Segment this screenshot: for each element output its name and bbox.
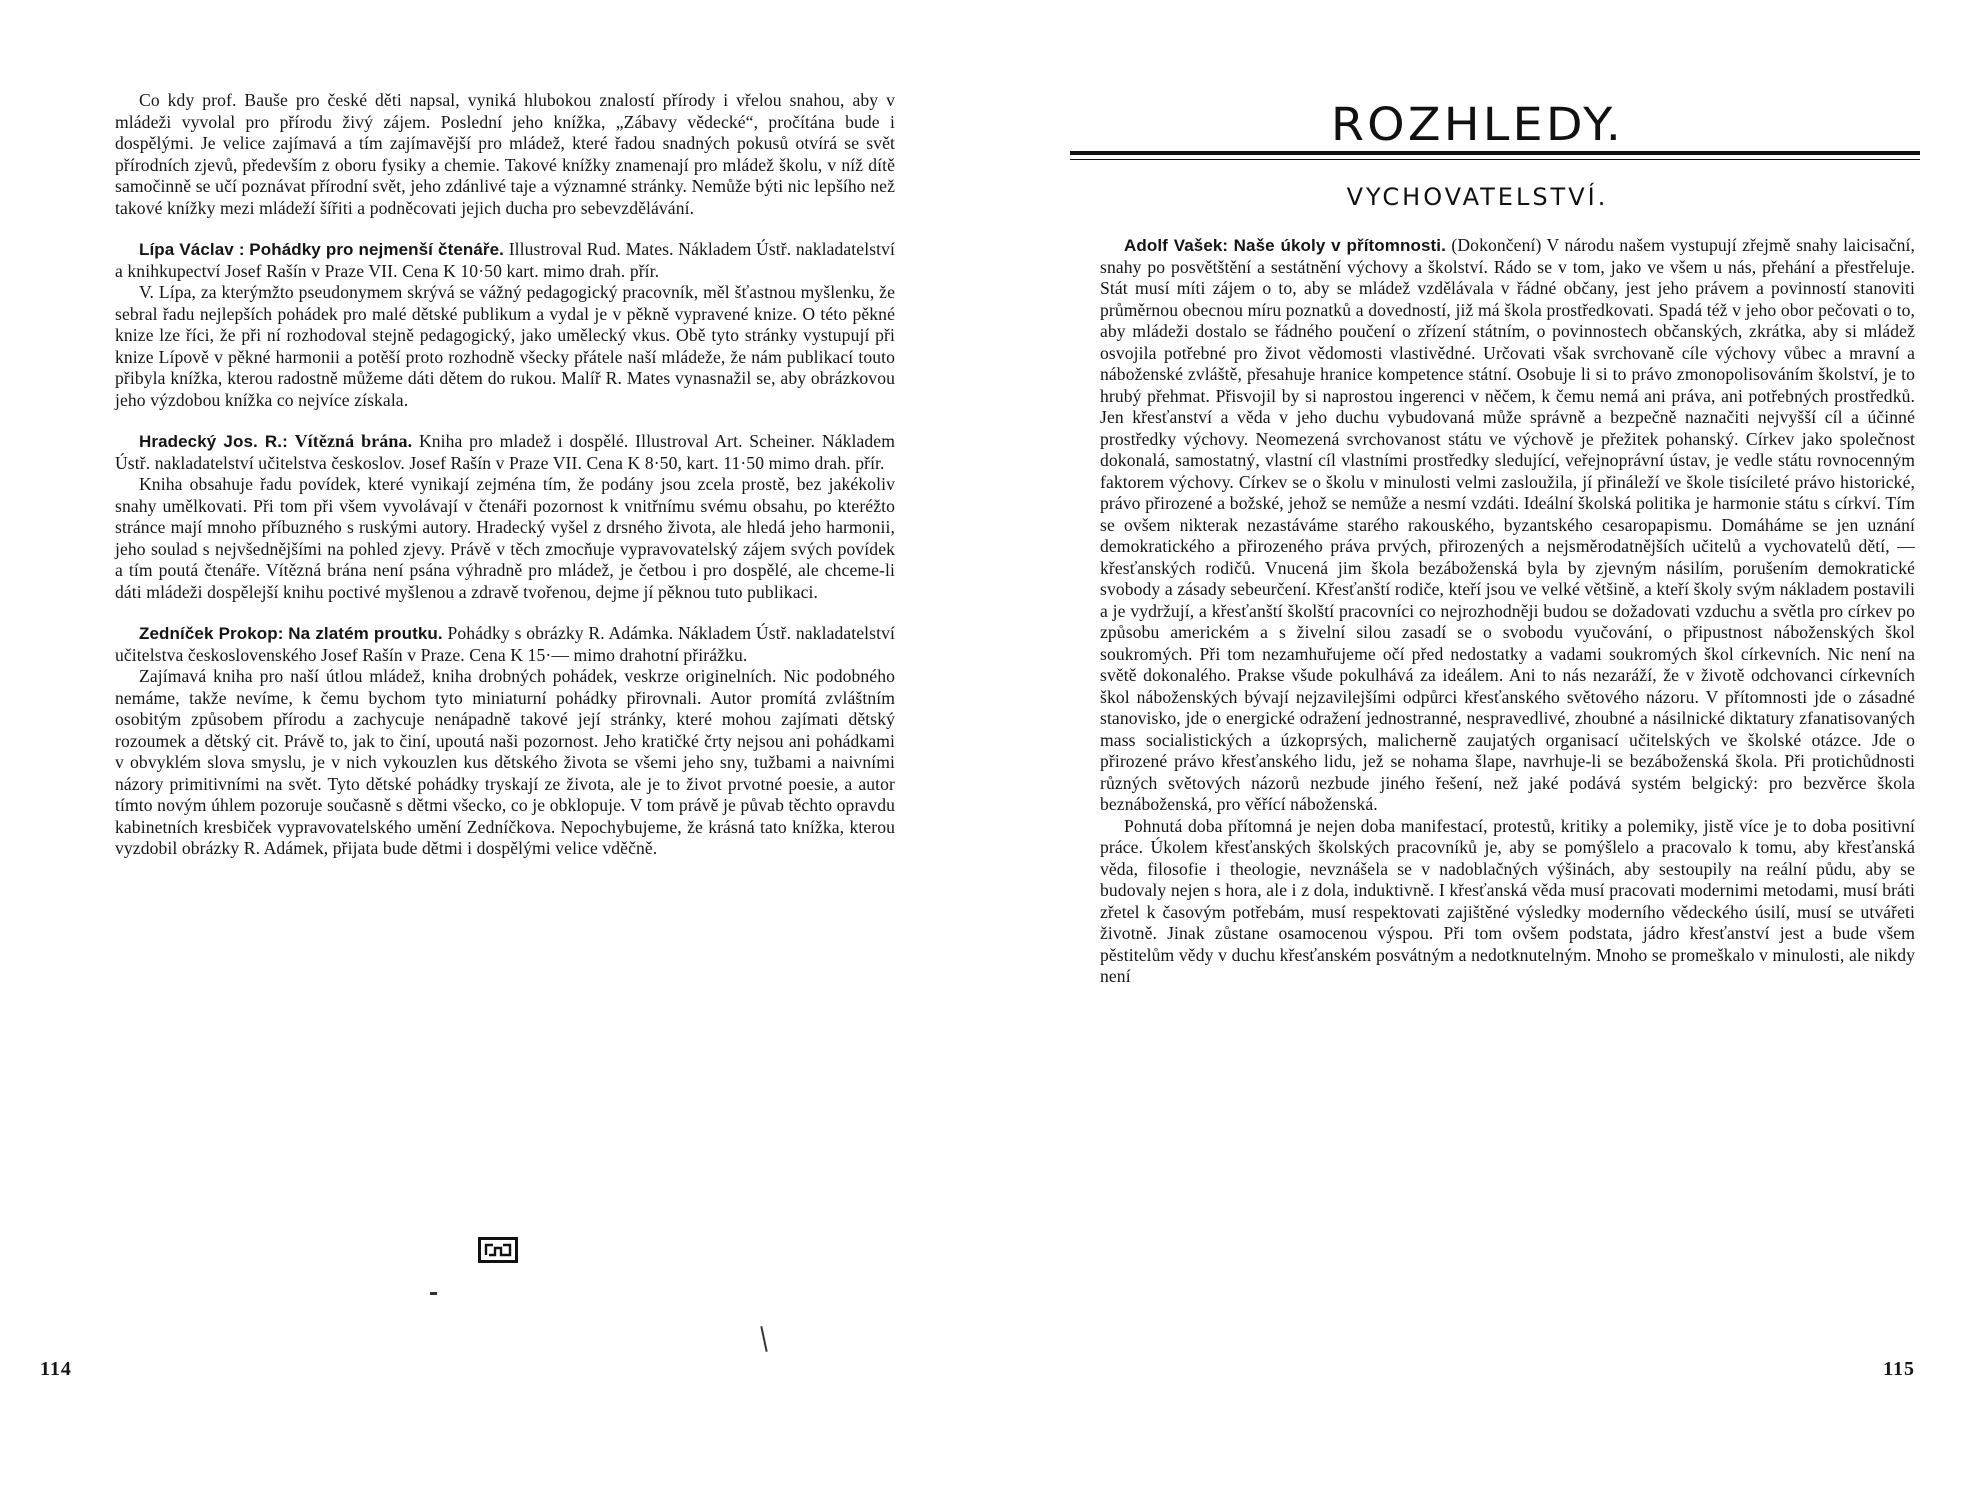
entry-details: Illustroval Rud. Mates. Nákladem Ústř. nakladatelství a knihkupectví Josef Rašín v Praze VII. Cena K 10·50 kart. mimo drah. přír.: [115, 239, 896, 281]
ink-speck: [760, 1326, 767, 1352]
entry-author: Zedníček Prokop:: [139, 624, 284, 643]
right-text-column: [1100, 235, 1915, 988]
review-text: V. Lípa, za kterýmžto pseudonymem skrývá se vážný pedagogický pracovník, měl šťastnou myšlenku, že sebral řadu nejlepších pohádek pro malé dětské publikum a vydal je v pěkně vypravené knize. O této pěkné knize lze říci, že při ní rozhodoval stejně pedagogický, jako umělecký vkus. Obě tyto stránky vystupují při knize Lípově v pěkné harmonii a potěší proto rozhodně všecky přátele naší mládeže, že nám publikací touto přibyla knížka, kterou radostně můžeme dáti dětem do rukou. Malíř R. Mates vynasnažil se, aby obrázkovou jeho výzdobou knížka co nejvíce získala.: [115, 282, 895, 410]
review-entry-header: [115, 431, 895, 474]
article-paragraph: [1100, 235, 1915, 816]
review-text: Zajímavá kniha pro naší útlou mládež, kniha drobných pohádek, veskrze originelních. Nic podobného nemáme, takže nevíme, k čemu bychom tyto miniaturní pohádky přirovnali. Autor promítá zvláštním osobitým způsobem přírodu a zachycuje nenápadně takové její stránky, které mohou zajímati dětský rozoumek a dětský cit. Právě to, jak to činí, upoutá naši pozornost. Jeho kratičké črty nejsou ani pohádkami v obvyklém slova smyslu, je v nich vykouzlen kus dětského života se všemi jeho sny, tužbami a naivními názory primitivními na svět. Tyto dětské pohádky tryskají ze života, ale je to život prvotné poesie, a autor tímto novým úhlem pozoruje současně s dětmi všecko, co je obklopuje. V tom právě je půvab těchto opravdu kabinetních kresbiček vypravovatelského umění Zedníčkova. Nepochybujeme, že krásná tato knížka, kterou vyzdobil obrázky R. Adámek, přijata bude dětmi i dospělými velice vděčně.: [115, 666, 895, 858]
intro-paragraph: Co kdy prof. Bauše pro české děti napsal, vyniká hlubokou znalostí přírody i vřelou snahou, aby v mládeži vyvolal pro přírodu živý zájem. Poslední jeho knížka, „Zábavy vědecké“, pročítána bude i dospělými. Je velice zajímavá a tím zajímavější pro mládež, které řadou snadných pokusů otvírá se svět přírodních zjevů, především z oboru fysiky a chemie. Takové knížky znamenají pro mládež školu, v níž dítě samočinně se učí poznávat přírodní svět, jeho zdánlivé taje a významné stránky. Nemůže býti nic lepšího než takové knížky mezi mládeží šířiti a podněcovati jejich ducha pro sebevzdělávání.: [115, 90, 895, 218]
entry-title: Vítězná brána.: [294, 431, 413, 451]
title-rule: [1070, 159, 1920, 160]
page-number: 115: [1883, 1358, 1915, 1380]
review-text: Kniha obsahuje řadu povídek, které vynikají zejména tím, že podány jsou zcela prostě, bez jakékoliv snahy umělkovati. Při tom při všem vyvolávají v čtenáři pozornost k vnitřnímu svému obsahu, po kteréžto stránce mají mnoho příbuzného s ruskými autory. Hradecký vyšel z drsného života, ale hledá jeho harmonii, jeho soulad s nejvšednějšími na pohled zjevy. Právě v těch zmocňuje vypravovatelský zájem svých povídek a tím poutá čtenáře. Vítězná brána není psána výhradně pro mládež, je četbou i pro dospělé, ale chceme-li dáti mládeži dospělejší knihu poctivé myšlenou a zdravě tvořenou, dejme jí pěknou tuto publikaci.: [115, 474, 895, 602]
article-title: Naše úkoly v přítomnosti.: [1233, 236, 1446, 255]
review-entry-header: [115, 239, 895, 282]
review-entry-header: [115, 623, 895, 666]
title-rule: [1070, 151, 1920, 155]
entry-author: Lípa Václav :: [139, 240, 245, 259]
article-paragraph: Pohnutá doba přítomná je nejen doba manifestací, protestů, kritiky a polemiky, jistě více je to doba positivní práce. Úkolem křesťanských školských pracovníků je, aby se pomýšlelo a pracovalo k tomu, aby křesťanská věda, filosofie i theologie, nevznášela se v nadoblačných výšinách, aby sestoupily na reální půdu, aby se budovaly nejen s hora, ale i z dola, induktivně. I křesťanská věda musí pracovati modernimi metodami, musí bráti zřetel k časovým potřebám, musí respektovati zajištěné výsledky moderního vědeckého úsilí, musí se utvářeti životně. Jinak zůstane osamocenou výspou. Při tom ovšem podstata, jádro křesťanství jest a bude všem pěstitelům vědy v duchu křesťanském posvátným a nedotknutelným. Mnoho se promeškalo v minulosti, ale nikdy není: [1100, 815, 1915, 986]
journal-title: ROZHLEDY.: [1330, 98, 1625, 151]
page-number: 114: [40, 1358, 72, 1380]
ink-speck: [430, 1292, 437, 1295]
right-page: [985, 0, 1970, 1500]
entry-title: Pohádky pro nejmenší čtenáře.: [249, 240, 505, 259]
entry-author: Hradecký Jos. R.:: [139, 432, 288, 451]
printer-ornament-icon: [478, 1237, 518, 1263]
article-text: (Dokončení) V národu našem vystupují zřejmě snahy laicisační, snahy po posvětštění a sestátnění výchovy a školství. Rádo se v tom, jako ve všem u nás, přehání a přestřeluje. Stát musí míti zájem o to, aby se mládež vzdělávala v řádné občany, jest jeho právem a povinností stanoviti průměrnou obecnou míru poznatků a dovedností, již má škola prostředkovati. Spadá též v jeho obor pečovati o to, aby mládeži dostalo se řádného poučení o zřízení státním, o povinnostech občanských, zkrátka, aby si mládež osvojila potřebné pro život vědomosti vlastivědné. Určovati však svrchovaně cíle výchovy vůbec a mravní a náboženské zvláště, přesahuje hranice kompetence státní. Osobuje li si to právo zmonopolisováním školství, je to hrubý přehmat. Přisvojil by si naprostou ingerenci v něčem, k čemu nemá ani práva, ani potřebných prostředků. Jen křesťanství a věda v jeho duchu vybudovaná může správně a bezpečně naznačiti nejvyšší cíl a účinné prostředky výchovy. Neomezená svrchovanost státu ve výchově je přežitek pohanský. Církev jako společnost dokonalá, samostatný, vlastní cíl vlastními prostředky sledující, veřejnoprávní ústav, je vedle státu rovnocenným faktorem výchovy. Církev se o školu v minulosti velmi zasloužila, jí přináleží ve škole tisícileté právo historické, právo přirozené a božské, jehož se nemůže a nesmí vzdáti. Ideální školská politika je harmonie státu s církví. Tím se ovšem nikterak nezastáváme starého rakouského, byzantského cesaropapismu. Domáháme se jen uznání demokratického a přirozeného práva prvých, přirozených a nejsměrodatnějších učitelů a vychovatelů dětí, — křesťanských rodičů. Vnucená jim škola bezáboženská byla by zjevným násilím, porušením demokratické svobody a zásady sebeurčení. Křesťanští rodiče, kteří jsou ve velké většině, a kteří školy svým nákladem postavili a je vydržují, a křesťanští školští pracovníci co nejrozhodněji budou se dožadovati vzduchu a světla pro církev po způsobu americkém a s živelní silou zasadí se o svobodu vyučování, o připustnost náboženských škol soukromých. Při tom nezamhuřujeme očí před nedostatky a vadami soukromých škol církevních. Nic není na světě dokonalého. Prakse všude pokulhává za ideálem. Ani to nás nezaráží, že v životě odchovanci církevních škol náboženských bývají nejzavilejšími odpůrci křesťanského světového názoru. V přítomnosti jde o zásadné stanovisko, jde o energické odražení jednostranné, nespravedlivé, zhoubné a násilnické diktatury zfanatisovaných mass socialistických a úzkoprsých, malicherně zaujatých organisací učitelských ve školské otázce. Jde o přirozené právo křesťanského lidu, jež se nohama šlape, navrhuje-li se bezáboženská škola. Při protichůdnosti různých světových názorů nezbude jiného řešení, než jaké podává systém belgický: pro bezvěrce škola beznáboženská, pro věřící náboženská.: [1100, 235, 1916, 814]
section-title: VYCHOVATELSTVÍ.: [1346, 183, 1609, 211]
entry-details: Kniha pro mladež i dospělé. Illustroval Art. Scheiner. Nákladem Ústř. nakladatelství učitelstva českoslov. Josef Rašín v Praze VII. Cena K 8·50, kart. 11·50 mimo drah. přír.: [115, 431, 896, 473]
left-text-column: [115, 90, 895, 860]
entry-details: Pohádky s obrázky R. Adámka. Nákladem Ústř. nakladatelství učitelstva československého Josef Rašín v Praze. Cena K 15·— mimo drahotní přirážku.: [115, 623, 895, 665]
entry-title: Na zlatém proutku.: [288, 624, 443, 643]
article-author: Adolf Vašek:: [1124, 236, 1229, 255]
